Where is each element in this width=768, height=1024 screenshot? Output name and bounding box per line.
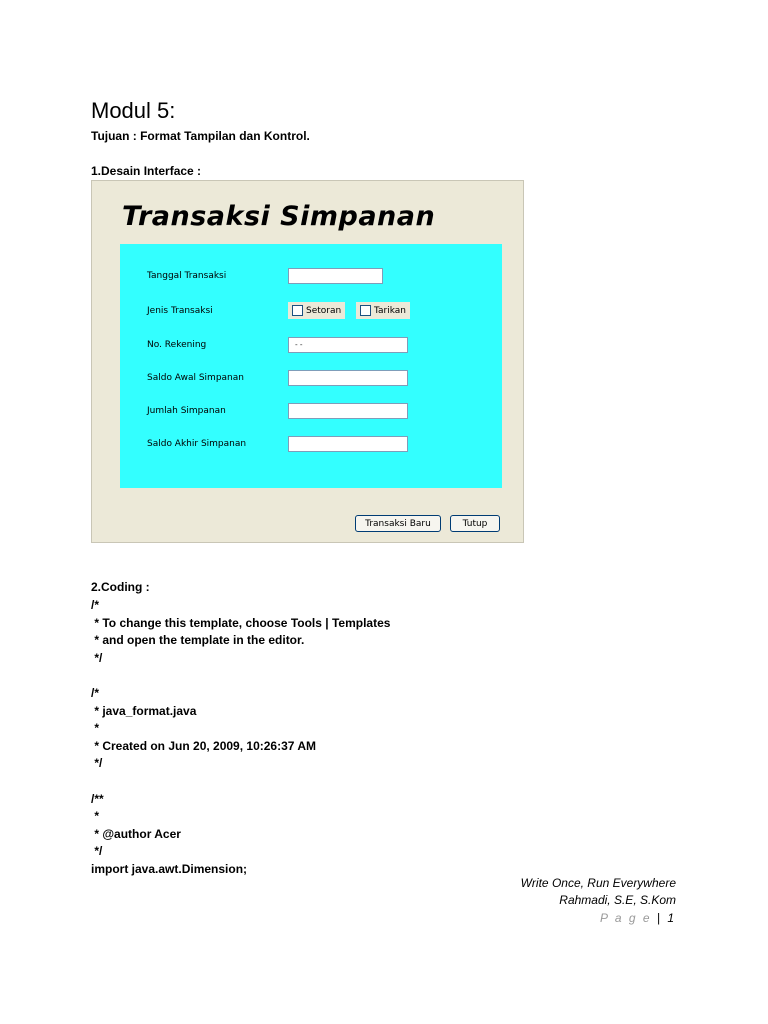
code-line: /* bbox=[91, 598, 100, 612]
jumlah-input[interactable] bbox=[288, 403, 408, 419]
code-line: * java_format.java bbox=[91, 703, 197, 718]
section-coding-heading: 2.Coding : bbox=[91, 580, 150, 594]
section-design-heading: 1.Desain Interface : bbox=[91, 164, 202, 178]
page-number bbox=[600, 911, 676, 925]
setoran-label: Setoran bbox=[306, 305, 342, 316]
code-line: * To change this template, choose Tools | Templates bbox=[91, 615, 391, 630]
code-line: * bbox=[91, 721, 100, 736]
objective-text: Tujuan : Format Tampilan dan Kontrol. bbox=[91, 129, 310, 143]
code-line: /* bbox=[91, 685, 100, 700]
checkbox-icon bbox=[360, 305, 371, 316]
rekening-input[interactable]: - - bbox=[288, 337, 408, 353]
code-line: import java.awt.Dimension; bbox=[91, 861, 248, 876]
checkbox-icon bbox=[292, 305, 303, 316]
footer-author: Rahmadi, S.E, S.Kom bbox=[559, 893, 676, 907]
label-saldo-awal: Saldo Awal Simpanan bbox=[147, 373, 244, 383]
page-word: P a g e bbox=[599, 911, 652, 925]
transaksi-baru-button[interactable]: Transaksi Baru bbox=[355, 515, 441, 532]
footer-motto: Write Once, Run Everywhere bbox=[520, 876, 676, 890]
saldo-awal-input[interactable] bbox=[288, 370, 408, 386]
tarikan-checkbox[interactable] bbox=[356, 302, 410, 319]
saldo-akhir-input[interactable] bbox=[288, 436, 408, 452]
code-line: */ bbox=[91, 756, 103, 771]
form-panel bbox=[120, 244, 502, 488]
code-line: * bbox=[91, 809, 100, 824]
page-title: Modul 5: bbox=[91, 98, 176, 123]
code-line bbox=[91, 667, 390, 685]
code-line: * and open the template in the editor. bbox=[91, 633, 305, 648]
code-line: /** bbox=[91, 791, 104, 806]
form-title: Transaksi Simpanan bbox=[122, 201, 436, 232]
tarikan-label: Tarikan bbox=[374, 305, 406, 316]
code-line: * Created on Jun 20, 2009, 10:26:37 AM bbox=[91, 738, 316, 753]
page-number-value: | 1 bbox=[656, 911, 676, 925]
code-line: */ bbox=[91, 650, 103, 665]
code-block bbox=[91, 597, 390, 879]
code-line bbox=[91, 773, 390, 791]
form-screenshot bbox=[91, 180, 524, 543]
tutup-button[interactable]: Tutup bbox=[450, 515, 500, 532]
label-jenis: Jenis Transaksi bbox=[147, 306, 213, 316]
tanggal-input[interactable] bbox=[288, 268, 383, 284]
label-tanggal: Tanggal Transaksi bbox=[147, 271, 227, 281]
label-jumlah: Jumlah Simpanan bbox=[147, 406, 226, 416]
setoran-checkbox[interactable] bbox=[288, 302, 345, 319]
label-rekening: No. Rekening bbox=[147, 340, 207, 350]
label-saldo-akhir: Saldo Akhir Simpanan bbox=[147, 439, 247, 449]
code-line: * @author Acer bbox=[91, 826, 181, 841]
code-line: */ bbox=[91, 844, 103, 859]
